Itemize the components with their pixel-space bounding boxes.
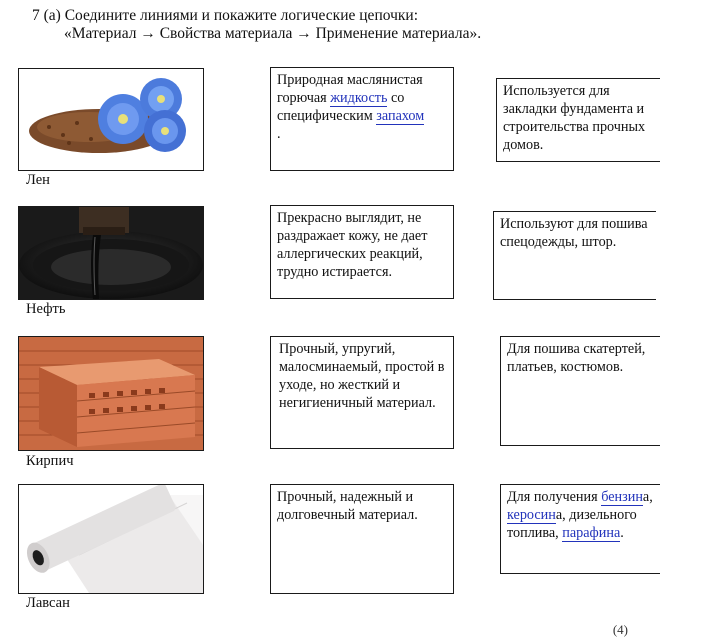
use-text-3: Для пошива скатертей, платьев, костюмов. — [507, 341, 646, 375]
material-name-lavsan: Лавсан — [26, 595, 70, 611]
property-box-2 — [270, 205, 454, 299]
property-text-1-before: Природная маслянистая горючая — [277, 72, 423, 106]
link-gasoline[interactable]: бензин — [601, 489, 643, 505]
use-box-2 — [493, 211, 656, 300]
link-kerosene[interactable]: керосин — [507, 507, 556, 523]
score-mark: (4) — [612, 622, 628, 637]
use-text-2: Используют для пошива спецодежды, штор. — [500, 216, 648, 250]
property-text-3: Прочный, упругий, малосминаемый, простой в уходе, но жесткий и негигиеничный материал. — [279, 341, 445, 411]
oil-image — [18, 206, 204, 300]
property-text-2: Прекрасно выглядит, не раздражает кожу, не дает аллергических реакций, трудно истирается. — [277, 210, 428, 280]
property-box-4 — [270, 484, 454, 594]
property-box-1 — [270, 67, 454, 171]
brick-stack-icon — [19, 337, 203, 450]
link-smell[interactable]: запахом — [376, 108, 425, 124]
brick-image — [18, 336, 204, 451]
link-paraffin[interactable]: парафина — [562, 525, 621, 541]
question-line-2: «Материал → Свойства материала → Применение материала». — [64, 25, 482, 42]
use-text-1: Используется для закладки фундамента и строительства прочных домов. — [503, 83, 646, 153]
use-box-1 — [496, 78, 660, 162]
oil-barrel-pouring-icon — [19, 207, 203, 299]
property-box-3 — [270, 336, 454, 449]
flax-flowers-and-seeds-icon — [19, 69, 203, 170]
use-text-4-s1: а, — [642, 489, 653, 505]
use-box-4 — [500, 484, 660, 574]
use-text-4-intro: Для получения — [507, 489, 602, 505]
material-name-brick: Кирпич — [26, 453, 74, 469]
property-text-4: Прочный, надежный и долговечный материал. — [277, 489, 418, 523]
material-name-oil: Нефть — [26, 301, 66, 317]
property-text-1-after: . — [277, 126, 281, 142]
use-text-4-s2: а, дизельного топлива, — [507, 507, 637, 541]
use-box-3 — [500, 336, 660, 446]
material-name-flax: Лен — [26, 172, 50, 188]
lavsan-image — [18, 484, 204, 594]
fabric-roll-icon — [19, 485, 203, 593]
property-text-1-middle: со специфическим — [277, 90, 405, 124]
link-liquid[interactable]: жидкость — [330, 90, 388, 106]
question-line-1: 7 (а) Соедините линиями и покажите логические цепочки: — [32, 7, 419, 24]
flax-image — [18, 68, 204, 171]
use-text-4-s3: . — [620, 525, 624, 541]
